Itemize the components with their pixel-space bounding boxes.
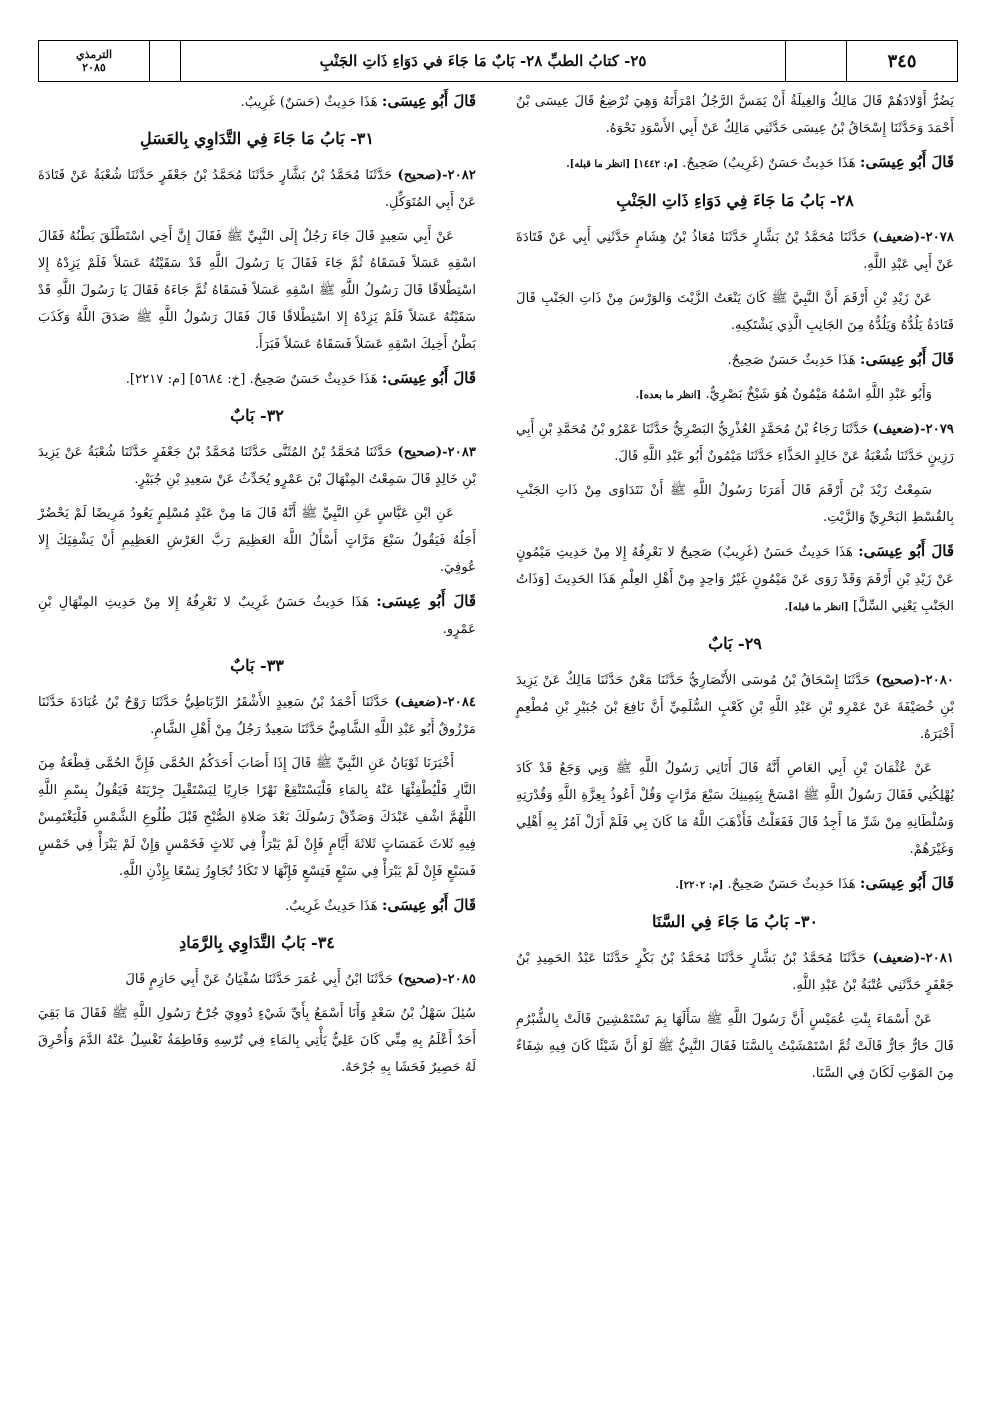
chapter-heading: ٢٩- بَابٌ	[708, 634, 762, 653]
header-spacer	[786, 41, 847, 81]
tirmidhi-comment: قَالَ أَبُو عِيسَى: هَذَا حَدِيثٌ حَسَنٌ (غَرِيبٌ) صَحِيحٌ لا نَعْرِفُهُ إِلا مِنْ حَدِيثِ مَيْمُونٍ عَنْ زَيْدِ بْنِ أَرْقَمَ وَقَدْ رَوَى عَنْ مَيْمُونٍ غَيْرُ وَاحِدٍ مِنْ أَهْلِ العِلْمِ هَذَا الحَدِيثَ [وَذَاتُ الجَنْبِ يَعْنِي السِّلَّ] [انظر ما قبله].	[516, 542, 954, 614]
tirmidhi-comment: قَالَ أَبُو عِيسَى: هَذَا حَدِيثٌ حَسَنٌ صَحِيحٌ. [خ: ٥٦٨٤] [م: ٢٢١٧].	[125, 369, 476, 387]
tirmidhi-comment: قَالَ أَبُو عِيسَى: هَذَا حَدِيثٌ غَرِيبٌ.	[285, 896, 476, 914]
left-column	[38, 88, 476, 1088]
hadith-matn: عَنْ عُثْمَانَ بْنِ أَبِي العَاصِ أَنَّهُ قَالَ أَتَانِي رَسُولُ اللَّهِ ﷺ وَبِي وَجَعٌ قَدْ كَادَ يُهْلِكُنِي فَقَالَ رَسُولُ اللَّهِ ﷺ امْسَحْ بِيَمِينِكَ سَبْعَ مَرَّاتٍ وَقُلْ أَعُوذُ بِعِزَّةِ اللَّهِ وَقُدْرَتِهِ وَسُلْطَانِهِ مِنْ شَرِّ مَا أَجِدُ قَالَ فَفَعَلْتُ فَأَذْهَبَ اللَّهُ مَا كَانَ بِي فَلَمْ أَزَلْ آمُرُ بِهِ أَهْلِي وَغَيْرَهُمْ.	[516, 761, 954, 857]
tirmidhi-comment: قَالَ أَبُو عِيسَى: هَذَا حَدِيثٌ حَسَنٌ صَحِيحٌ.	[727, 350, 954, 368]
hadith-matn: سُئِلَ سَهْلُ بْنُ سَعْدٍ وَأَنَا أَسْمَعُ بِأَيِّ شَيْءٍ دُووِيَ جُرْحُ رَسُولِ اللَّهِ ﷺ فَقَالَ مَا بَقِيَ أَحَدٌ أَعْلَمُ بِهِ مِنِّي كَانَ عَلِيٌّ يَأْتِي بِالمَاءِ فِي تُرْسِهِ وَفَاطِمَةُ تَغْسِلُ عَنْهُ الدَّمَ وَأُحْرِقَ لَهُ حَصِيرٌ فَحَشَا بِهِ جُرْحَهُ.	[38, 1006, 476, 1075]
book-label: الترمذي	[75, 48, 113, 61]
hadith-matn: أَخْبَرَنَا ثَوْبَانُ عَنِ النَّبِيِّ ﷺ قَالَ إِذَا أَصَابَ أَحَدَكُمُ الحُمَّى فَإِنَّ الحُمَّى قِطْعَةٌ مِنَ النَّارِ فَلْيُطْفِئْهَا عَنْهُ بِالمَاءِ فَلْيَسْتَنْقِعْ نَهْرًا جَارِيًا لِيَسْتَقْبِلَ جِرْيَتَهُ فَيَقُولُ بِسْمِ اللَّهِ اللَّهُمَّ اشْفِ عَبْدَكَ وَصَدِّقْ رَسُولَكَ بَعْدَ صَلاةِ الصُّبْحِ قَبْلَ طُلُوعِ الشَّمْسِ فَلْيَغْتَمِسْ فِيهِ ثَلاثَ غَمَسَاتٍ ثَلاثَةَ أَيَّامٍ فَإِنْ لَمْ يَبْرَأْ فِي ثَلاثٍ فَخَمْسٍ وَإِنْ لَمْ يَبْرَأْ فِي خَمْسٍ فَسَبْعٍ فَإِنْ لَمْ يَبْرَأْ فِي سَبْعٍ فَتِسْعٍ فَإِنَّهَا لا تَكَادُ تُجَاوِزُ تِسْعًا بِإِذْنِ اللَّهِ.	[38, 756, 476, 879]
hadith-isnad: ٢٠٨٥-(صحيح) حَدَّثَنَا ابْنُ أَبِي عُمَرَ حَدَّثَنَا سُفْيَانُ عَنْ أَبِي حَازِمٍ قَالَ	[125, 972, 476, 987]
chapter-heading: ٣٣- بَابٌ	[230, 656, 284, 675]
tirmidhi-comment: قَالَ أَبُو عِيسَى: هَذَا حَدِيثٌ حَسَنٌ (غَرِيبٌ) صَحِيحٌ. [م: ١٤٤٢] [انظر ما قبله].	[566, 153, 954, 171]
hadith-isnad: ٢٠٧٩-(ضعيف) حَدَّثَنَا رَجَاءُ بْنُ مُحَمَّدٍ العُذْرِيُّ البَصْرِيُّ حَدَّثَنَا عَمْرُو بْنُ مُحَمَّدِ بْنِ أَبِي رَزِينٍ حَدَّثَنَا شُعْبَةُ عَنْ خَالِدٍ الحَذَّاءِ حَدَّثَنَا مَيْمُونٌ أَبُو عَبْدِ اللَّهِ قَالَ.	[516, 422, 954, 464]
chapter-heading: ٣٤- بَابُ التَّدَاوِي بِالرَّمَادِ	[179, 933, 335, 952]
chapter-heading: ٣٠- بَابُ مَا جَاءَ فِي السَّنَا	[651, 912, 819, 931]
hadith-matn: عَنِ ابْنِ عَبَّاسٍ عَنِ النَّبِيِّ ﷺ أَنَّهُ قَالَ مَا مِنْ عَبْدٍ مُسْلِمٍ يَعُودُ مَرِيضًا لَمْ يَحْضُرْ أَجَلُهُ فَيَقُولُ سَبْعَ مَرَّاتٍ أَسْأَلُ اللَّهَ العَظِيمَ رَبَّ العَرْشِ العَظِيمِ أَنْ يَشْفِيَكَ إِلا عُوفِيَ.	[38, 506, 476, 575]
hadith-isnad: ٢٠٨٠-(صحيح) حَدَّثَنَا إِسْحَاقُ بْنُ مُوسَى الأَنْصَارِيُّ حَدَّثَنَا مَعْنٌ حَدَّثَنَا مَالِكٌ عَنْ يَزِيدَ بْنِ خُصَيْفَةَ عَنْ عَمْرِو بْنِ عَبْدِ اللَّهِ بْنِ كَعْبٍ السُّلَمِيِّ أَنَّ نَافِعَ بْنَ جُبَيْرِ بْنِ مُطْعِمٍ أَخْبَرَهُ.	[516, 673, 954, 742]
hadith-isnad: ٢٠٧٨-(ضعيف) حَدَّثَنَا مُحَمَّدُ بْنُ بَشَّارٍ حَدَّثَنَا مُعَاذُ بْنُ هِشَامٍ حَدَّثَنِي أَبِي عَنْ قَتَادَةَ عَنْ أَبِي عَبْدِ اللَّهِ.	[516, 230, 954, 272]
hadith-matn: عَنْ أَسْمَاءَ بِنْتِ عُمَيْسٍ أَنَّ رَسُولَ اللَّهِ ﷺ سَأَلَهَا بِمَ تَسْتَمْشِينَ قَالَتْ بِالشُّبْرُمِ قَالَ حَارٌّ جَارٌّ قَالَتْ ثُمَّ اسْتَمْشَيْتُ بِالسَّنَا فَقَالَ النَّبِيُّ ﷺ لَوْ أَنَّ شَيْئًا كَانَ فِيهِ شِفَاءٌ مِنَ المَوْتِ لَكَانَ فِي السَّنَا.	[516, 1012, 954, 1081]
hadith-isnad: ٢٠٨٣-(صحيح) حَدَّثَنَا مُحَمَّدُ بْنُ المُثَنَّى حَدَّثَنَا مُحَمَّدُ بْنُ جَعْفَرٍ حَدَّثَنَا شُعْبَةُ عَنْ يَزِيدَ بْنِ خَالِدٍ قَالَ سَمِعْتُ المِنْهَالَ بْنَ عَمْرٍو يُحَدِّثُ عَنْ سَعِيدِ بْنِ جُبَيْرٍ.	[38, 445, 476, 487]
page-header	[38, 40, 958, 82]
tirmidhi-comment: قَالَ أَبُو عِيسَى: هَذَا حَدِيثٌ (حَسَنٌ) غَرِيبٌ.	[240, 92, 476, 110]
hadith-matn: سَمِعْتُ زَيْدَ بْنَ أَرْقَمَ قَالَ أَمَرَنَا رَسُولُ اللَّهِ ﷺ أَنْ نَتَدَاوَى مِنْ ذَاتِ الجَنْبِ بِالقُسْطِ البَحْرِيِّ وَالزَّيْتِ.	[516, 483, 954, 525]
page-number: ٣٤٥	[887, 50, 917, 72]
hadith-matn: عَنْ أَبِي سَعِيدٍ قَالَ جَاءَ رَجُلٌ إِلَى النَّبِيِّ ﷺ فَقَالَ إِنَّ أَخِي اسْتَطْلَقَ بَطْنُهُ فَقَالَ اسْقِهِ عَسَلاً فَسَقَاهُ ثُمَّ جَاءَ فَقَالَ يَا رَسُولَ اللَّهِ قَدْ سَقَيْتُهُ عَسَلاً فَلَمْ يَزِدْهُ إِلا اسْتِطْلاقًا قَالَ رَسُولُ اللَّهِ ﷺ اسْقِهِ عَسَلاً فَسَقَاهُ ثُمَّ جَاءَهُ فَقَالَ يَا رَسُولَ اللَّهِ قَدْ سَقَيْتُهُ عَسَلاً فَلَمْ يَزِدْهُ إِلا اسْتِطْلاقًا قَالَ فَقَالَ رَسُولُ اللَّهِ ﷺ صَدَقَ اللَّهُ وَكَذَبَ بَطْنُ أَخِيكَ اسْقِهِ عَسَلاً فَسَقَاهُ عَسَلاً فَبَرَأَ.	[38, 229, 476, 352]
hadith-isnad: ٢٠٨٤-(ضعيف) حَدَّثَنَا أَحْمَدُ بْنُ سَعِيدٍ الأَشْقَرُ الرِّبَاطِيُّ حَدَّثَنَا رَوْحُ بْنُ عُبَادَةَ حَدَّثَنَا مَرْزُوقٌ أَبُو عَبْدِ اللَّهِ الشَّامِيُّ حَدَّثَنَا سَعِيدٌ رَجُلٌ مِنْ أَهْلِ الشَّامِ.	[38, 695, 477, 737]
tirmidhi-comment: قَالَ أَبُو عِيسَى: هَذَا حَدِيثٌ حَسَنٌ غَرِيبٌ لا نَعْرِفُهُ إِلا مِنْ حَدِيثِ المِنْهَالِ بْنِ عَمْرٍو.	[38, 592, 476, 637]
right-column	[516, 88, 954, 1094]
hadith-isnad: ٢٠٨٢-(صحيح) حَدَّثَنَا مُحَمَّدُ بْنُ بَشَّارٍ حَدَّثَنَا مُحَمَّدُ بْنُ جَعْفَرٍ حَدَّثَنَا شُعْبَةُ عَنْ قَتَادَةَ عَنْ أَبِي المُتَوَكِّلِ.	[38, 168, 476, 210]
paragraph: يَضُرُّ أَوْلادَهُمْ قَالَ مَالِكٌ وَالغِيلَةُ أَنْ يَمَسَّ الرَّجُلُ امْرَأَتَهُ وَهِيَ تُرْضِعُ قَالَ عِيسَى بْنُ أَحْمَدَ وَحَدَّثَنَا إِسْحَاقُ بْنُ عِيسَى حَدَّثَنِي مَالِكٌ عَنْ أَبِي الأَسْوَدِ نَحْوَهُ.	[516, 94, 954, 136]
hadith-matn: عَنْ زَيْدِ بْنِ أَرْقَمَ أَنَّ النَّبِيَّ ﷺ كَانَ يَنْعَتُ الزَّيْتَ وَالوَرْسَ مِنْ ذَاتِ الجَنْبِ قَالَ قَتَادَةُ يَلُدُّهُ وَيَلُدُّهُ مِنَ الجَانِبِ الَّذِي يَشْتَكِيهِ.	[516, 291, 954, 333]
header-spacer	[150, 41, 181, 81]
chapter-heading: ٣٢- بَابٌ	[230, 406, 284, 425]
book-reference	[39, 41, 150, 81]
book-number: ٢٠٨٥	[82, 61, 106, 74]
hadith-isnad: ٢٠٨١-(ضعيف) حَدَّثَنَا مُحَمَّدُ بْنُ بَشَّارٍ حَدَّثَنَا مُحَمَّدُ بْنُ بَكْرٍ حَدَّثَنَا عَبْدُ الحَمِيدِ بْنُ جَعْفَرٍ حَدَّثَنِي عُتْبَةُ بْنُ عَبْدِ اللَّهِ.	[516, 951, 954, 993]
note: وَأَبُو عَبْدِ اللَّهِ اسْمُهُ مَيْمُونٌ هُوَ شَيْخٌ بَصْرِيٌّ. [انظر ما بعده].	[635, 387, 932, 402]
chapter-heading: ٣١- بَابُ مَا جَاءَ فِي التَّدَاوِي بِالعَسَلِ	[140, 129, 374, 148]
tirmidhi-comment: قَالَ أَبُو عِيسَى: هَذَا حَدِيثٌ حَسَنٌ صَحِيحٌ. [م: ٢٢٠٢].	[675, 874, 954, 892]
chapter-heading: ٢٨- بَابُ مَا جَاءَ فِي دَوَاءِ ذَاتِ الجَنْبِ	[616, 191, 854, 210]
running-title: ٢٥- كتابُ الطبِّ ٢٨- بَابٌ مَا جَاءَ في دَوَاءِ ذَاتِ الجَنْبِ	[181, 41, 786, 81]
